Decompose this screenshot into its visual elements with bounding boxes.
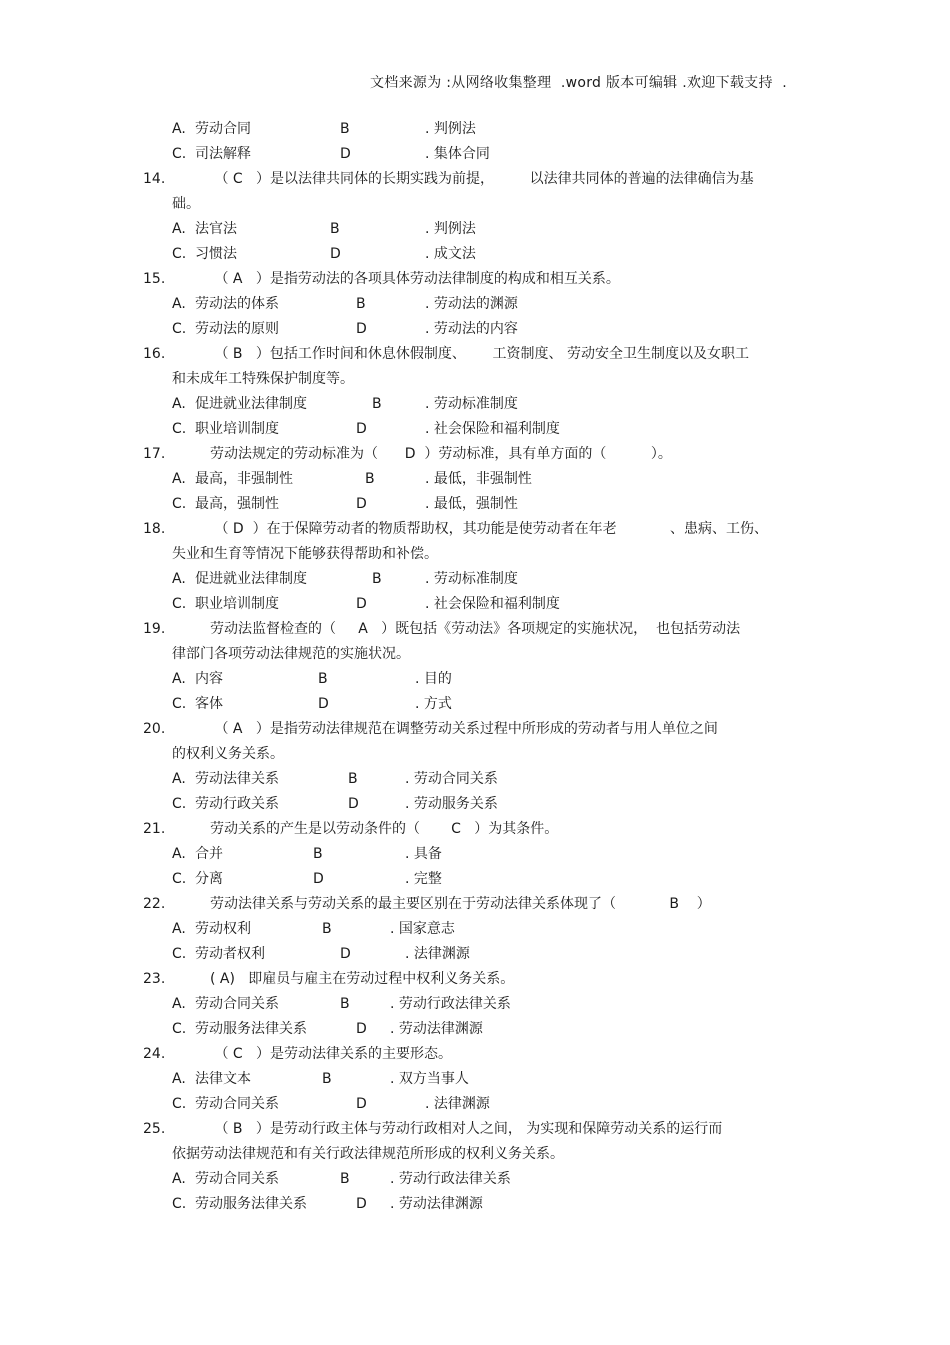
option-letter: B xyxy=(340,1171,350,1187)
option-text: 分离 xyxy=(195,871,223,887)
option-row xyxy=(0,218,950,243)
option-letter: C. xyxy=(172,321,187,337)
question-continuation-line xyxy=(0,1143,950,1168)
question-number: 17. xyxy=(143,446,166,462)
option-row xyxy=(0,143,950,168)
option-text: 劳动法的体系 xyxy=(195,296,279,312)
option-letter: C. xyxy=(172,871,187,887)
option-row xyxy=(0,768,950,793)
option-text: . 目的 xyxy=(415,671,452,687)
question-stem-line xyxy=(0,1043,950,1068)
option-letter: C. xyxy=(172,696,187,712)
option-row xyxy=(0,418,950,443)
option-letter: C. xyxy=(172,1196,187,1212)
option-letter: D xyxy=(356,596,367,612)
option-text: 劳动权利 xyxy=(195,921,251,937)
question-number: 20. xyxy=(143,721,166,737)
option-row xyxy=(0,568,950,593)
question-text: 劳动法规定的劳动标准为（ D ）劳动标准，具有单方面的（ ）。 xyxy=(210,446,672,462)
option-letter: A. xyxy=(172,571,186,587)
question-text: 劳动法律关系与劳动关系的最主要区别在于劳动法律关系体现了（ B ） xyxy=(210,896,711,912)
question-number: 24. xyxy=(143,1046,166,1062)
option-letter: A. xyxy=(172,671,186,687)
option-text: 合并 xyxy=(195,846,223,862)
option-text: 劳动服务法律关系 xyxy=(195,1021,307,1037)
option-letter: D xyxy=(340,946,351,962)
option-text: 最高，强制性 xyxy=(195,496,279,512)
question-number: 14. xyxy=(143,171,166,187)
option-text: 习惯法 xyxy=(195,246,237,262)
option-letter: B xyxy=(322,1071,332,1087)
option-text: . 劳动标准制度 xyxy=(425,396,518,412)
option-letter: C. xyxy=(172,596,187,612)
option-letter: B xyxy=(356,296,366,312)
option-letter: C. xyxy=(172,146,187,162)
question-text-continued: 和未成年工特殊保护制度等。 xyxy=(172,371,354,387)
question-text: （ A ）是指劳动法律规范在调整劳动关系过程中所形成的劳动者与用人单位之间 xyxy=(210,721,718,737)
question-stem-line xyxy=(0,343,950,368)
question-continuation-line xyxy=(0,543,950,568)
option-letter: D xyxy=(330,246,341,262)
option-text: . 劳动合同关系 xyxy=(405,771,498,787)
option-text: . 具备 xyxy=(405,846,442,862)
question-text-continued: 的权利义务关系。 xyxy=(172,746,284,762)
option-row xyxy=(0,1018,950,1043)
option-letter: B xyxy=(340,996,350,1012)
option-row xyxy=(0,943,950,968)
question-stem-line xyxy=(0,718,950,743)
option-letter: C. xyxy=(172,1021,187,1037)
option-text: 劳动合同 xyxy=(195,121,251,137)
option-text: 司法解释 xyxy=(195,146,251,162)
option-row xyxy=(0,1068,950,1093)
option-text: 客体 xyxy=(195,696,223,712)
option-text: . 社会保险和福利制度 xyxy=(425,421,560,437)
question-text: （ D ）在于保障劳动者的物质帮助权，其功能是使劳动者在年老 、患病、工伤、 xyxy=(210,521,768,537)
option-row xyxy=(0,118,950,143)
question-stem-line xyxy=(0,818,950,843)
option-letter: B xyxy=(330,221,340,237)
option-text: . 劳动法的渊源 xyxy=(425,296,518,312)
question-text: （ B ）包括工作时间和休息休假制度、 工资制度、 劳动安全卫生制度以及女职工 xyxy=(210,346,750,362)
option-row xyxy=(0,668,950,693)
option-row xyxy=(0,493,950,518)
option-text: . 判例法 xyxy=(425,221,476,237)
question-number: 15. xyxy=(143,271,166,287)
option-letter: A. xyxy=(172,921,186,937)
option-row xyxy=(0,868,950,893)
question-text-continued: 律部门各项劳动法律规范的实施状况。 xyxy=(172,646,410,662)
option-letter: C. xyxy=(172,796,187,812)
question-text: （ A ）是指劳动法的各项具体劳动法律制度的构成和相互关系。 xyxy=(210,271,620,287)
question-stem-line xyxy=(0,268,950,293)
option-letter: D xyxy=(356,1096,367,1112)
option-text: . 法律渊源 xyxy=(425,1096,490,1112)
option-text: . 劳动标准制度 xyxy=(425,571,518,587)
option-text: . 劳动法律渊源 xyxy=(390,1021,483,1037)
option-text: . 社会保险和福利制度 xyxy=(425,596,560,612)
option-letter: B xyxy=(372,396,382,412)
question-stem-line xyxy=(0,168,950,193)
question-text: 劳动关系的产生是以劳动条件的（ C ）为其条件。 xyxy=(210,821,559,837)
option-text: 劳动合同关系 xyxy=(195,1171,279,1187)
option-row xyxy=(0,293,950,318)
option-text: . 最低，强制性 xyxy=(425,496,518,512)
option-row xyxy=(0,593,950,618)
question-stem-line xyxy=(0,968,950,993)
option-text: 法律文本 xyxy=(195,1071,251,1087)
option-letter: A. xyxy=(172,846,186,862)
option-text: . 成文法 xyxy=(425,246,476,262)
question-number: 19. xyxy=(143,621,166,637)
question-text: （ C ）是劳动法律关系的主要形态。 xyxy=(210,1046,453,1062)
question-number: 16. xyxy=(143,346,166,362)
question-text: （ C ）是以法律共同体的长期实践为前提， 以法律共同体的普遍的法律确信为基 xyxy=(210,171,754,187)
question-list xyxy=(0,118,950,1218)
option-row xyxy=(0,918,950,943)
option-row xyxy=(0,1193,950,1218)
option-text: . 劳动行政法律关系 xyxy=(390,1171,511,1187)
option-text: . 集体合同 xyxy=(425,146,490,162)
option-letter: A. xyxy=(172,221,186,237)
option-text: 促进就业法律制度 xyxy=(195,571,307,587)
option-letter: D xyxy=(318,696,329,712)
option-letter: B xyxy=(365,471,375,487)
option-letter: A. xyxy=(172,996,186,1012)
option-letter: D xyxy=(313,871,324,887)
question-text: 劳动法监督检查的（ A ）既包括《劳动法》各项规定的实施状况， 也包括劳动法 xyxy=(210,621,741,637)
option-letter: A. xyxy=(172,471,186,487)
option-letter: A. xyxy=(172,771,186,787)
question-stem-line xyxy=(0,618,950,643)
option-row xyxy=(0,318,950,343)
option-text: 最高，非强制性 xyxy=(195,471,293,487)
question-number: 21. xyxy=(143,821,166,837)
option-row xyxy=(0,1168,950,1193)
option-letter: A. xyxy=(172,1071,186,1087)
option-row xyxy=(0,843,950,868)
option-letter: B xyxy=(348,771,358,787)
option-text: 劳动法的原则 xyxy=(195,321,279,337)
option-text: . 劳动行政法律关系 xyxy=(390,996,511,1012)
option-text: 劳动者权利 xyxy=(195,946,265,962)
question-continuation-line xyxy=(0,193,950,218)
option-text: . 劳动法律渊源 xyxy=(390,1196,483,1212)
question-stem-line xyxy=(0,443,950,468)
question-stem-line xyxy=(0,893,950,918)
option-letter: B xyxy=(313,846,323,862)
option-text: 法官法 xyxy=(195,221,237,237)
option-text: . 法律渊源 xyxy=(405,946,470,962)
option-text: . 双方当事人 xyxy=(390,1071,469,1087)
option-text: . 最低，非强制性 xyxy=(425,471,532,487)
option-letter: A. xyxy=(172,396,186,412)
option-letter: C. xyxy=(172,946,187,962)
option-text: . 国家意志 xyxy=(390,921,455,937)
option-text: 劳动合同关系 xyxy=(195,1096,279,1112)
option-letter: D xyxy=(340,146,351,162)
option-letter: A. xyxy=(172,121,186,137)
option-letter: D xyxy=(356,321,367,337)
option-letter: D xyxy=(356,421,367,437)
question-number: 18. xyxy=(143,521,166,537)
option-row xyxy=(0,693,950,718)
option-text: 劳动法律关系 xyxy=(195,771,279,787)
option-letter: D xyxy=(356,1021,367,1037)
question-text: （ B ）是劳动行政主体与劳动行政相对人之间， 为实现和保障劳动关系的运行而 xyxy=(210,1121,723,1137)
option-row xyxy=(0,468,950,493)
option-letter: A. xyxy=(172,296,186,312)
option-letter: D xyxy=(356,496,367,512)
option-row xyxy=(0,1093,950,1118)
option-letter: C. xyxy=(172,1096,187,1112)
option-text: . 完整 xyxy=(405,871,442,887)
page-header: 文档来源为 :从网络收集整理 .word 版本可编辑 .欢迎下载支持 . xyxy=(370,75,788,91)
question-text: ( A) 即雇员与雇主在劳动过程中权利义务关系。 xyxy=(210,971,515,987)
option-letter: B xyxy=(340,121,350,137)
question-stem-line xyxy=(0,1118,950,1143)
option-text: 劳动服务法律关系 xyxy=(195,1196,307,1212)
option-text: . 劳动法的内容 xyxy=(425,321,518,337)
question-stem-line xyxy=(0,518,950,543)
option-letter: B xyxy=(322,921,332,937)
option-text: 内容 xyxy=(195,671,223,687)
option-letter: B xyxy=(372,571,382,587)
option-text: . 劳动服务关系 xyxy=(405,796,498,812)
option-text: 促进就业法律制度 xyxy=(195,396,307,412)
option-row xyxy=(0,793,950,818)
option-text: 劳动合同关系 xyxy=(195,996,279,1012)
question-number: 25. xyxy=(143,1121,166,1137)
question-number: 22. xyxy=(143,896,166,912)
question-text-continued: 依据劳动法律规范和有关行政法律规范所形成的权利义务关系。 xyxy=(172,1146,564,1162)
option-text: . 方式 xyxy=(415,696,452,712)
question-text-continued: 础。 xyxy=(172,196,200,212)
option-text: 职业培训制度 xyxy=(195,596,279,612)
option-letter: C. xyxy=(172,421,187,437)
option-letter: B xyxy=(318,671,328,687)
question-continuation-line xyxy=(0,368,950,393)
question-continuation-line xyxy=(0,643,950,668)
option-letter: A. xyxy=(172,1171,186,1187)
option-letter: C. xyxy=(172,246,187,262)
option-text: 职业培训制度 xyxy=(195,421,279,437)
option-text: 劳动行政关系 xyxy=(195,796,279,812)
option-letter: D xyxy=(348,796,359,812)
option-row xyxy=(0,393,950,418)
question-text-continued: 失业和生育等情况下能够获得帮助和补偿。 xyxy=(172,546,438,562)
option-letter: C. xyxy=(172,496,187,512)
question-continuation-line xyxy=(0,743,950,768)
option-text: . 判例法 xyxy=(425,121,476,137)
question-number: 23. xyxy=(143,971,166,987)
option-row xyxy=(0,993,950,1018)
option-row xyxy=(0,243,950,268)
option-letter: D xyxy=(356,1196,367,1212)
